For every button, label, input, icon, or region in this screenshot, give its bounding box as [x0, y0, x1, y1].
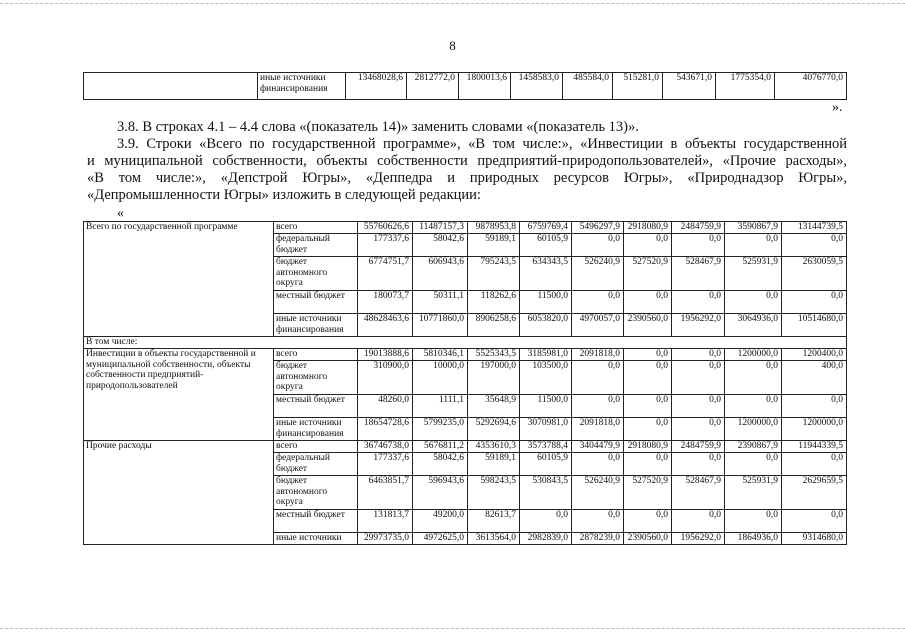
- value-cell: 3613564,0: [468, 533, 520, 545]
- value-cell: 60105,9: [520, 453, 572, 476]
- value-cell: 9878953,8: [468, 222, 520, 234]
- funding-source: бюджет автономного округа: [274, 361, 358, 395]
- value-cell: 0,0: [725, 291, 782, 314]
- paragraph-3-9-line-3: «В том числе:», «Депстрой Югры», «Деппедра и природных ресурсов Югры», «Природнадзор Югры»,: [87, 170, 847, 186]
- value-cell: 0,0: [624, 349, 672, 361]
- value-cell: 2390867,9: [725, 441, 782, 453]
- value-cell: 3590867,9: [725, 222, 782, 234]
- value-cell: 10514680,0: [782, 314, 847, 337]
- value-cell: 180073,7: [358, 291, 413, 314]
- value-cell: 36746738,0: [358, 441, 413, 453]
- value-cell: 9314680,0: [782, 533, 847, 545]
- value-cell: 0,0: [725, 453, 782, 476]
- value-cell: 2091818,0: [572, 349, 624, 361]
- value-cell: 0,0: [725, 395, 782, 418]
- value-cell: 528467,9: [672, 257, 725, 291]
- value-cell: 634343,5: [520, 257, 572, 291]
- value-cell: 0,0: [572, 510, 624, 533]
- value-cell: 0,0: [624, 361, 672, 395]
- value-cell: 0,0: [572, 395, 624, 418]
- value-cell: 11944339,5: [782, 441, 847, 453]
- group-name: Инвестиции в объекты государственной и муниципальной собственности, объекты собственности предприятий-природопользователей: [84, 349, 274, 441]
- value-cell: 1200000,0: [725, 418, 782, 441]
- value-cell: 3573788,4: [520, 441, 572, 453]
- paragraph-3-9-line-4: «Депромышленности Югры» изложить в следующей редакции:: [87, 187, 481, 203]
- value-cell: 1111,1: [413, 395, 468, 418]
- value-cell: 515281,0: [613, 73, 663, 100]
- value-cell: 6463851,7: [358, 476, 413, 510]
- value-cell: 527520,9: [624, 476, 672, 510]
- value-cell: 35648,9: [468, 395, 520, 418]
- value-cell: 2629659,5: [782, 476, 847, 510]
- source-label: иные источники финансирования: [258, 73, 346, 100]
- value-cell: 0,0: [725, 361, 782, 395]
- program-table: [83, 221, 847, 545]
- paragraph-3-9-line-1: 3.9. Строки «Всего по государственной программе», «В том числе:», «Инвестиции в объекты государственной: [117, 136, 847, 152]
- value-cell: 60105,9: [520, 234, 572, 257]
- funding-source: иные источники финансирования: [274, 314, 358, 337]
- group-name: Всего по государственной программе: [84, 222, 274, 337]
- value-cell: 5525343,5: [468, 349, 520, 361]
- value-cell: 6053820,0: [520, 314, 572, 337]
- opening-quote: «: [117, 206, 124, 221]
- table-row: [84, 441, 847, 453]
- value-cell: 4353610,3: [468, 441, 520, 453]
- table-row: [84, 349, 847, 361]
- funding-source: федеральный бюджет: [274, 453, 358, 476]
- value-cell: 0,0: [672, 418, 725, 441]
- value-cell: 2918080,9: [624, 222, 672, 234]
- value-cell: 530843,5: [520, 476, 572, 510]
- value-cell: 10771860,0: [413, 314, 468, 337]
- value-cell: 3185981,0: [520, 349, 572, 361]
- value-cell: 1956292,0: [672, 533, 725, 545]
- group-name: Прочие расходы: [84, 441, 274, 545]
- value-cell: 11500,0: [520, 395, 572, 418]
- value-cell: 310900,0: [358, 361, 413, 395]
- value-cell: 3070981,0: [520, 418, 572, 441]
- page-number: 8: [449, 38, 456, 53]
- value-cell: 0,0: [782, 395, 847, 418]
- value-cell: 0,0: [782, 234, 847, 257]
- value-cell: 2390560,0: [624, 533, 672, 545]
- value-cell: 485584,0: [563, 73, 613, 100]
- table-row: [84, 222, 847, 234]
- funding-source: местный бюджет: [274, 510, 358, 533]
- value-cell: 55760626,6: [358, 222, 413, 234]
- value-cell: 1458583,0: [511, 73, 563, 100]
- value-cell: 19013888,6: [358, 349, 413, 361]
- scan-top-edge: [0, 3, 905, 4]
- value-cell: 1775354,0: [716, 73, 775, 100]
- funding-source: всего: [274, 441, 358, 453]
- value-cell: 103500,0: [520, 361, 572, 395]
- value-cell: 795243,5: [468, 257, 520, 291]
- value-cell: 2812772,0: [407, 73, 459, 100]
- value-cell: 1200000,0: [725, 349, 782, 361]
- value-cell: 1864936,0: [725, 533, 782, 545]
- value-cell: 543671,0: [663, 73, 716, 100]
- value-cell: 4076770,0: [775, 73, 847, 100]
- value-cell: 0,0: [572, 291, 624, 314]
- value-cell: 0,0: [782, 291, 847, 314]
- value-cell: 48260,0: [358, 395, 413, 418]
- value-cell: 2878239,0: [572, 533, 624, 545]
- value-cell: 2630059,5: [782, 257, 847, 291]
- value-cell: 59189,1: [468, 453, 520, 476]
- value-cell: 3404479,9: [572, 441, 624, 453]
- value-cell: 0,0: [520, 510, 572, 533]
- value-cell: 13468028,6: [346, 73, 407, 100]
- value-cell: 5496297,9: [572, 222, 624, 234]
- value-cell: 5292694,6: [468, 418, 520, 441]
- value-cell: 82613,7: [468, 510, 520, 533]
- value-cell: 0,0: [672, 510, 725, 533]
- value-cell: 526240,9: [572, 257, 624, 291]
- funding-source: местный бюджет: [274, 395, 358, 418]
- value-cell: 118262,6: [468, 291, 520, 314]
- funding-source: федеральный бюджет: [274, 234, 358, 257]
- value-cell: 0,0: [672, 234, 725, 257]
- value-cell: 1200000,0: [782, 418, 847, 441]
- value-cell: 197000,0: [468, 361, 520, 395]
- value-cell: 528467,9: [672, 476, 725, 510]
- value-cell: 0,0: [624, 418, 672, 441]
- value-cell: 526240,9: [572, 476, 624, 510]
- value-cell: 18654728,6: [358, 418, 413, 441]
- value-cell: 2918080,9: [624, 441, 672, 453]
- value-cell: 1956292,0: [672, 314, 725, 337]
- value-cell: 5799235,0: [413, 418, 468, 441]
- value-cell: 2390560,0: [624, 314, 672, 337]
- scan-bottom-edge: [0, 628, 905, 629]
- value-cell: 29973735,0: [358, 533, 413, 545]
- value-cell: 0,0: [672, 361, 725, 395]
- value-cell: 0,0: [672, 453, 725, 476]
- value-cell: 59189,1: [468, 234, 520, 257]
- funding-source: иные источники финансирования: [274, 418, 358, 441]
- value-cell: 0,0: [572, 361, 624, 395]
- section-heading: В том числе:: [84, 337, 847, 349]
- value-cell: 0,0: [672, 395, 725, 418]
- value-cell: 0,0: [725, 234, 782, 257]
- value-cell: 400,0: [782, 361, 847, 395]
- closing-quote: ».: [832, 100, 843, 115]
- value-cell: 13144739,5: [782, 222, 847, 234]
- value-cell: 58042,6: [413, 234, 468, 257]
- value-cell: 1200400,0: [782, 349, 847, 361]
- value-cell: 2091818,0: [572, 418, 624, 441]
- value-cell: 11487157,3: [413, 222, 468, 234]
- value-cell: 606943,6: [413, 257, 468, 291]
- paragraph-3-9-line-2: и муниципальной собственности, объекты собственности предприятий-природопользователей», «Прочие расходы»,: [87, 153, 847, 169]
- value-cell: 2484759,9: [672, 222, 725, 234]
- value-cell: 5676811,2: [413, 441, 468, 453]
- value-cell: 10000,0: [413, 361, 468, 395]
- value-cell: 0,0: [782, 453, 847, 476]
- continued-table: [83, 72, 847, 100]
- value-cell: 49200,0: [413, 510, 468, 533]
- value-cell: 177337,6: [358, 453, 413, 476]
- funding-source: иные источники: [274, 533, 358, 545]
- value-cell: 0,0: [624, 510, 672, 533]
- value-cell: 1800013,6: [459, 73, 511, 100]
- value-cell: 0,0: [572, 453, 624, 476]
- value-cell: 11500,0: [520, 291, 572, 314]
- value-cell: 0,0: [672, 291, 725, 314]
- value-cell: 48628463,6: [358, 314, 413, 337]
- value-cell: 6774751,7: [358, 257, 413, 291]
- funding-source: бюджет автономного округа: [274, 257, 358, 291]
- value-cell: 0,0: [672, 349, 725, 361]
- value-cell: 5810346,1: [413, 349, 468, 361]
- value-cell: 0,0: [624, 291, 672, 314]
- value-cell: 0,0: [624, 395, 672, 418]
- funding-source: всего: [274, 222, 358, 234]
- value-cell: 2484759,9: [672, 441, 725, 453]
- funding-source: бюджет автономного округа: [274, 476, 358, 510]
- value-cell: 131813,7: [358, 510, 413, 533]
- value-cell: 525931,9: [725, 476, 782, 510]
- value-cell: 50311,1: [413, 291, 468, 314]
- value-cell: 4972625,0: [413, 533, 468, 545]
- value-cell: 6759769,4: [520, 222, 572, 234]
- value-cell: 0,0: [782, 510, 847, 533]
- value-cell: 4970057,0: [572, 314, 624, 337]
- value-cell: 8906258,6: [468, 314, 520, 337]
- funding-source: местный бюджет: [274, 291, 358, 314]
- value-cell: 598243,5: [468, 476, 520, 510]
- value-cell: 58042,6: [413, 453, 468, 476]
- value-cell: 527520,9: [624, 257, 672, 291]
- value-cell: 2982839,0: [520, 533, 572, 545]
- value-cell: 596943,6: [413, 476, 468, 510]
- value-cell: 525931,9: [725, 257, 782, 291]
- funding-source: всего: [274, 349, 358, 361]
- value-cell: 3064936,0: [725, 314, 782, 337]
- value-cell: 177337,6: [358, 234, 413, 257]
- value-cell: 0,0: [725, 510, 782, 533]
- empty-cell: [84, 73, 258, 100]
- value-cell: 0,0: [624, 453, 672, 476]
- paragraph-3-8: 3.8. В строках 4.1 – 4.4 слова «(показатель 14)» заменить словами «(показатель 13)».: [117, 119, 639, 135]
- value-cell: 0,0: [624, 234, 672, 257]
- value-cell: 0,0: [572, 234, 624, 257]
